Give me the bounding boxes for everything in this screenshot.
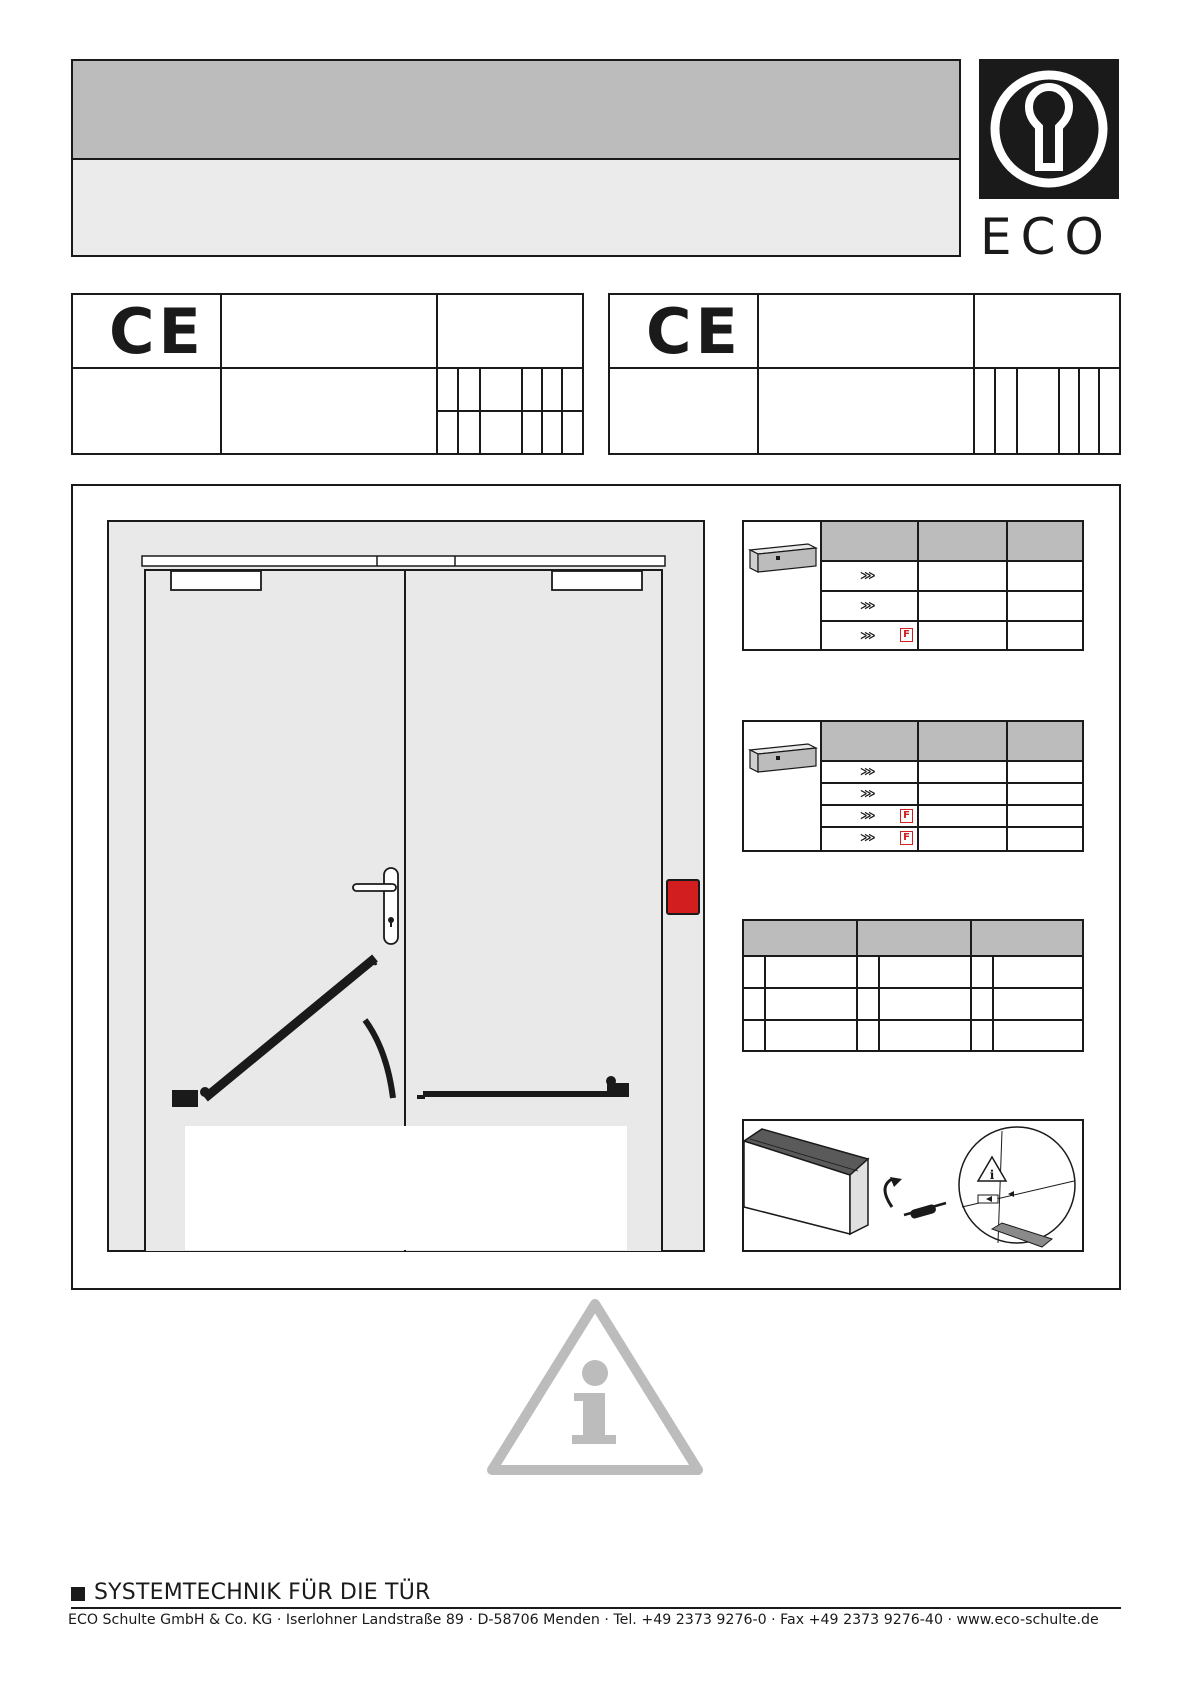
info-warning-triangle-icon — [486, 1296, 704, 1478]
door-illustration — [107, 520, 705, 1252]
footer-rule — [71, 1607, 1121, 1609]
spring-icon: ⋙ — [860, 569, 875, 582]
spring-icon: ⋙ — [860, 787, 875, 800]
spring-icon: ⋙ — [860, 809, 875, 822]
ce-code-grid — [973, 367, 1121, 455]
eco-wordmark: ECO — [980, 208, 1113, 266]
selection-table — [742, 919, 1084, 1052]
closer-thumbnail — [748, 742, 818, 781]
closer-table-2 — [742, 720, 1084, 852]
ce-cell-bottom-left — [71, 367, 222, 455]
footer-contact: ECO Schulte GmbH & Co. KG · Iserlohner Landstraße 89 · D-58706 Menden · Tel. +49 2373 9276-0 · Fax +49 2373 9276-40 · www.eco-schulte.de — [68, 1612, 1099, 1628]
footer-bullet-square — [71, 1587, 85, 1601]
lock-cylinder-icon — [979, 59, 1119, 199]
header-subtitle-bar — [71, 158, 961, 257]
ce-block-2 — [608, 293, 1121, 455]
ce-cell-bottom-middle — [757, 367, 975, 455]
red-marker — [666, 879, 700, 915]
spring-icon: ⋙ — [860, 599, 875, 612]
closer-table-1 — [742, 520, 1084, 651]
table-header-row — [822, 522, 1082, 560]
svg-text:i: i — [989, 1168, 995, 1182]
ce-cell-top-middle — [757, 293, 975, 369]
fire-rated-tag: F — [900, 809, 913, 823]
ce-cell-top-right — [436, 293, 584, 369]
ce-mark: CE — [109, 295, 205, 368]
ce-cell-top-middle — [220, 293, 438, 369]
spring-icon: ⋙ — [860, 765, 875, 778]
ce-mark: CE — [646, 295, 742, 368]
fire-rated-tag: F — [900, 628, 913, 642]
spring-icon: ⋙ — [860, 629, 875, 642]
footer-title: SYSTEMTECHNIK FÜR DIE TÜR — [94, 1580, 431, 1605]
closer-thumbnail — [748, 542, 818, 581]
ce-cell-bottom-left — [608, 367, 759, 455]
ce-cell-top-right — [973, 293, 1121, 369]
ce-code-grid — [436, 367, 584, 455]
spring-icon: ⋙ — [860, 831, 875, 844]
eco-logo — [979, 59, 1119, 199]
fire-rated-tag: F — [900, 831, 913, 845]
ce-mark-cell — [71, 293, 222, 369]
header-title-bar — [71, 59, 961, 160]
ce-block-1 — [71, 293, 584, 455]
ce-mark-cell — [608, 293, 759, 369]
table-header-row — [744, 921, 1082, 955]
adjustment-illustration — [742, 1119, 1084, 1252]
table-header-row — [822, 722, 1082, 760]
ce-cell-bottom-middle — [220, 367, 438, 455]
